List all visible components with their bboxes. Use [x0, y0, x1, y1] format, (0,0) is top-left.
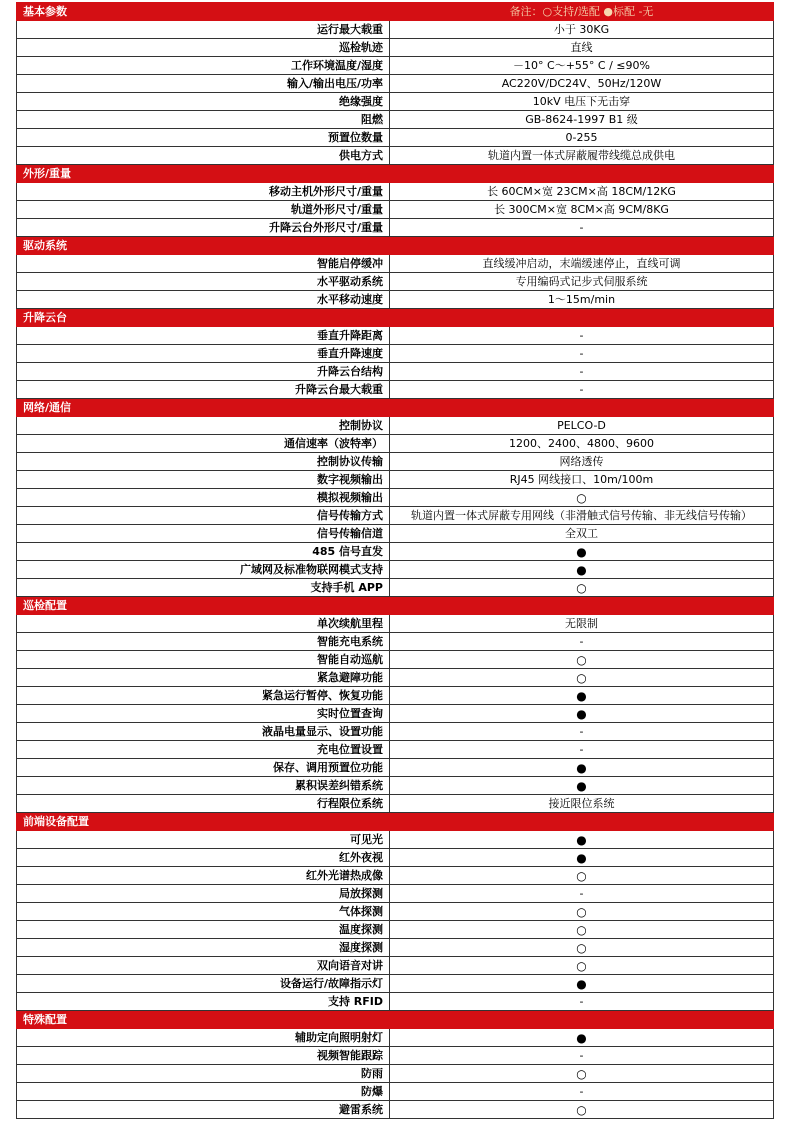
spec-label: 通信速率（波特率） — [17, 435, 390, 453]
spec-row — [17, 777, 774, 795]
section-title: 升降云台 — [17, 309, 390, 327]
spec-label: 红外光谱热成像 — [17, 867, 390, 885]
spec-row — [17, 561, 774, 579]
spec-row — [17, 219, 774, 237]
spec-value: 小于 30KG — [390, 21, 774, 39]
none-symbol: - — [390, 885, 774, 903]
spec-label: 控制协议 — [17, 417, 390, 435]
spec-label: 智能自动巡航 — [17, 651, 390, 669]
spec-value: 全双工 — [390, 525, 774, 543]
spec-row — [17, 759, 774, 777]
spec-value: 1200、2400、4800、9600 — [390, 435, 774, 453]
spec-label: 485 信号直发 — [17, 543, 390, 561]
spec-label: 轨道外形尺寸/重量 — [17, 201, 390, 219]
spec-label: 升降云台外形尺寸/重量 — [17, 219, 390, 237]
spec-row — [17, 201, 774, 219]
spec-label: 湿度探测 — [17, 939, 390, 957]
spec-value: 接近限位系统 — [390, 795, 774, 813]
spec-label: 视频智能跟踪 — [17, 1047, 390, 1065]
spec-value: －10° C～+55° C / ≤90% — [390, 57, 774, 75]
spec-label: 双向语音对讲 — [17, 957, 390, 975]
spec-label: 供电方式 — [17, 147, 390, 165]
spec-label: 液晶电量显示、设置功能 — [17, 723, 390, 741]
optional-symbol: ○ — [390, 867, 774, 885]
spec-label: 支持手机 APP — [17, 579, 390, 597]
spec-label: 实时位置查询 — [17, 705, 390, 723]
spec-label: 避雷系统 — [17, 1101, 390, 1119]
spec-row — [17, 453, 774, 471]
spec-row — [17, 903, 774, 921]
section-title: 特殊配置 — [17, 1011, 390, 1029]
spec-label: 充电位置设置 — [17, 741, 390, 759]
none-symbol: - — [390, 741, 774, 759]
section-header-fill — [390, 165, 774, 183]
spec-label: 控制协议传输 — [17, 453, 390, 471]
spec-row — [17, 1047, 774, 1065]
section-title: 网络/通信 — [17, 399, 390, 417]
spec-label: 辅助定向照明射灯 — [17, 1029, 390, 1047]
spec-value: 长 300CM×宽 8CM×高 9CM/8KG — [390, 201, 774, 219]
spec-row — [17, 543, 774, 561]
spec-row — [17, 1083, 774, 1101]
spec-row — [17, 615, 774, 633]
spec-row — [17, 867, 774, 885]
spec-row — [17, 183, 774, 201]
optional-symbol: ○ — [390, 669, 774, 687]
spec-label: 广域网及标准物联网模式支持 — [17, 561, 390, 579]
spec-value: 0-255 — [390, 129, 774, 147]
none-symbol: - — [390, 363, 774, 381]
none-symbol: - — [390, 633, 774, 651]
spec-row — [17, 381, 774, 399]
spec-label: 防爆 — [17, 1083, 390, 1101]
spec-row — [17, 849, 774, 867]
spec-row — [17, 489, 774, 507]
spec-row — [17, 255, 774, 273]
optional-symbol: ○ — [390, 651, 774, 669]
spec-row — [17, 147, 774, 165]
spec-label: 智能充电系统 — [17, 633, 390, 651]
optional-symbol: ○ — [390, 903, 774, 921]
standard-symbol: ● — [390, 543, 774, 561]
spec-label: 紧急运行暂停、恢复功能 — [17, 687, 390, 705]
spec-row — [17, 507, 774, 525]
spec-row — [17, 435, 774, 453]
spec-label: 阻燃 — [17, 111, 390, 129]
spec-table-body — [17, 3, 774, 1119]
spec-row — [17, 471, 774, 489]
spec-row — [17, 795, 774, 813]
spec-value: 网络透传 — [390, 453, 774, 471]
standard-symbol: ● — [390, 831, 774, 849]
section-title: 前端设备配置 — [17, 813, 390, 831]
standard-symbol: ● — [390, 849, 774, 867]
optional-symbol: ○ — [390, 489, 774, 507]
spec-value: 10kV 电压下无击穿 — [390, 93, 774, 111]
spec-label: 绝缘强度 — [17, 93, 390, 111]
spec-row — [17, 939, 774, 957]
spec-value: 长 60CM×宽 23CM×高 18CM/12KG — [390, 183, 774, 201]
spec-label: 气体探测 — [17, 903, 390, 921]
spec-label: 数字视频输出 — [17, 471, 390, 489]
spec-row — [17, 21, 774, 39]
standard-symbol: ● — [390, 975, 774, 993]
none-symbol: - — [390, 1047, 774, 1065]
spec-sheet — [16, 2, 773, 1119]
section-header-fill — [390, 237, 774, 255]
spec-label: 智能启停缓冲 — [17, 255, 390, 273]
spec-label: 保存、调用预置位功能 — [17, 759, 390, 777]
legend-note: 备注：○支持/选配 ●标配 -无 — [390, 3, 774, 21]
spec-label: 信号传输方式 — [17, 507, 390, 525]
optional-symbol: ○ — [390, 1065, 774, 1083]
section-header-fill — [390, 597, 774, 615]
section-header — [17, 399, 774, 417]
spec-value: 专用编码式记步式伺服系统 — [390, 273, 774, 291]
spec-row — [17, 957, 774, 975]
spec-row — [17, 921, 774, 939]
spec-label: 垂直升降速度 — [17, 345, 390, 363]
spec-label: 垂直升降距离 — [17, 327, 390, 345]
spec-row — [17, 129, 774, 147]
spec-value: 轨道内置一体式屏蔽专用网线（非滑触式信号传输、非无线信号传输） — [390, 507, 774, 525]
spec-value: 直线 — [390, 39, 774, 57]
spec-row — [17, 705, 774, 723]
spec-label: 防雨 — [17, 1065, 390, 1083]
section-header — [17, 813, 774, 831]
spec-value: PELCO-D — [390, 417, 774, 435]
spec-row — [17, 75, 774, 93]
spec-label: 温度探测 — [17, 921, 390, 939]
spec-value: RJ45 网线接口、10m/100m — [390, 471, 774, 489]
spec-label: 预置位数量 — [17, 129, 390, 147]
spec-label: 输入/输出电压/功率 — [17, 75, 390, 93]
spec-row — [17, 993, 774, 1011]
spec-label: 升降云台最大载重 — [17, 381, 390, 399]
spec-label: 单次续航里程 — [17, 615, 390, 633]
spec-row — [17, 417, 774, 435]
spec-row — [17, 327, 774, 345]
spec-row — [17, 885, 774, 903]
spec-row — [17, 831, 774, 849]
section-header — [17, 237, 774, 255]
optional-symbol: ○ — [390, 939, 774, 957]
spec-row — [17, 687, 774, 705]
spec-label: 局放探测 — [17, 885, 390, 903]
spec-label: 移动主机外形尺寸/重量 — [17, 183, 390, 201]
spec-label: 紧急避障功能 — [17, 669, 390, 687]
standard-symbol: ● — [390, 561, 774, 579]
section-header-fill — [390, 813, 774, 831]
none-symbol: - — [390, 723, 774, 741]
spec-label: 可见光 — [17, 831, 390, 849]
section-header — [17, 3, 774, 21]
standard-symbol: ● — [390, 759, 774, 777]
spec-value: 无限制 — [390, 615, 774, 633]
optional-symbol: ○ — [390, 957, 774, 975]
section-title: 外形/重量 — [17, 165, 390, 183]
optional-symbol: ○ — [390, 1101, 774, 1119]
spec-value: 1～15m/min — [390, 291, 774, 309]
standard-symbol: ● — [390, 687, 774, 705]
spec-row — [17, 93, 774, 111]
spec-row — [17, 669, 774, 687]
section-header — [17, 309, 774, 327]
section-header-fill — [390, 399, 774, 417]
spec-label: 累积误差纠错系统 — [17, 777, 390, 795]
section-title: 基本参数 — [17, 3, 390, 21]
spec-label: 工作环境温度/湿度 — [17, 57, 390, 75]
section-title: 驱动系统 — [17, 237, 390, 255]
none-symbol: - — [390, 345, 774, 363]
spec-row — [17, 111, 774, 129]
optional-symbol: ○ — [390, 579, 774, 597]
none-symbol: - — [390, 1083, 774, 1101]
spec-row — [17, 741, 774, 759]
spec-row — [17, 579, 774, 597]
section-title: 巡检配置 — [17, 597, 390, 615]
section-header-fill — [390, 1011, 774, 1029]
spec-row — [17, 1065, 774, 1083]
spec-label: 支持 RFID — [17, 993, 390, 1011]
standard-symbol: ● — [390, 1029, 774, 1047]
spec-label: 信号传输信道 — [17, 525, 390, 543]
spec-label: 水平驱动系统 — [17, 273, 390, 291]
spec-table — [16, 2, 774, 1119]
spec-label: 模拟视频输出 — [17, 489, 390, 507]
spec-row — [17, 1101, 774, 1119]
spec-row — [17, 723, 774, 741]
spec-row — [17, 39, 774, 57]
spec-value: 轨道内置一体式屏蔽履带线缆总成供电 — [390, 147, 774, 165]
spec-row — [17, 291, 774, 309]
spec-row — [17, 975, 774, 993]
spec-label: 设备运行/故障指示灯 — [17, 975, 390, 993]
spec-label: 运行最大载重 — [17, 21, 390, 39]
spec-value: GB-8624-1997 B1 级 — [390, 111, 774, 129]
spec-value: AC220V/DC24V、50Hz/120W — [390, 75, 774, 93]
spec-row — [17, 345, 774, 363]
standard-symbol: ● — [390, 777, 774, 795]
spec-label: 水平移动速度 — [17, 291, 390, 309]
spec-label: 行程限位系统 — [17, 795, 390, 813]
none-symbol: - — [390, 993, 774, 1011]
spec-row — [17, 1029, 774, 1047]
none-symbol: - — [390, 327, 774, 345]
section-header — [17, 165, 774, 183]
standard-symbol: ● — [390, 705, 774, 723]
spec-row — [17, 525, 774, 543]
spec-row — [17, 57, 774, 75]
spec-row — [17, 363, 774, 381]
section-header — [17, 597, 774, 615]
none-symbol: - — [390, 381, 774, 399]
spec-row — [17, 273, 774, 291]
spec-value: 直线缓冲启动，末端缓速停止，直线可调 — [390, 255, 774, 273]
spec-label: 巡检轨迹 — [17, 39, 390, 57]
section-header-fill — [390, 309, 774, 327]
section-header — [17, 1011, 774, 1029]
spec-label: 红外夜视 — [17, 849, 390, 867]
none-symbol: - — [390, 219, 774, 237]
spec-label: 升降云台结构 — [17, 363, 390, 381]
optional-symbol: ○ — [390, 921, 774, 939]
spec-row — [17, 633, 774, 651]
spec-row — [17, 651, 774, 669]
